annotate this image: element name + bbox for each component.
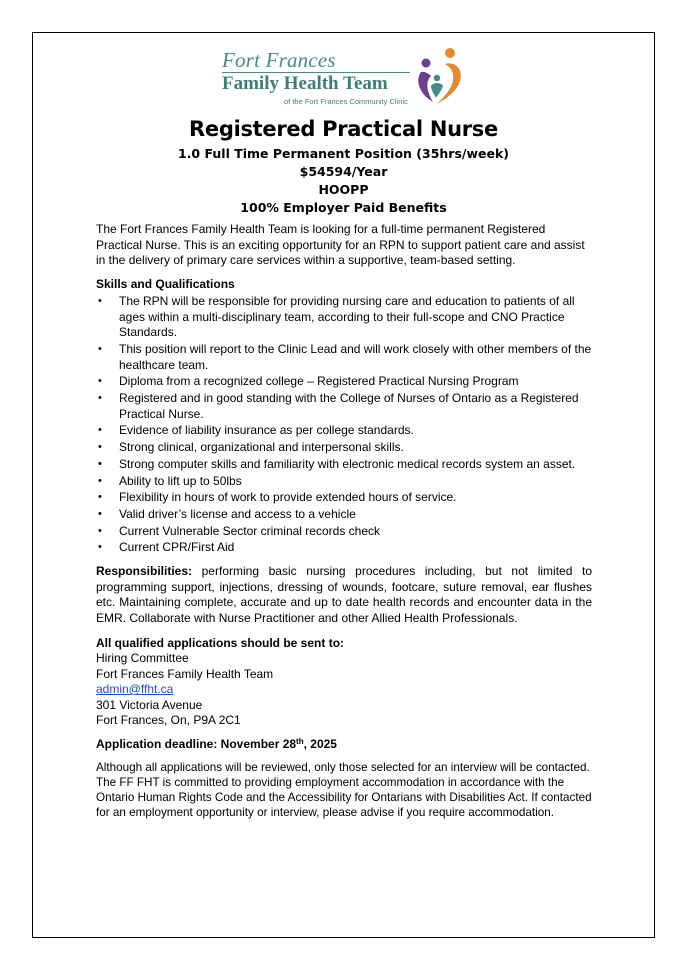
skill-item: • The RPN will be responsible for providing nursing care and education to patients of all ages within a multi-disciplinary team, according to their full-scope and CNO Practice Standards.: [96, 294, 592, 341]
deadline-ordinal: th: [296, 737, 304, 747]
responsibilities-text: performing basic nursing procedures including, but not limited to programming support, injections, dressing of wounds, footcare, suture removal, ear flushes etc. Maintaining complete, accurate and up to date health records and encounter data in the EMR. Collaborate with Nurse Practitioner and other Allied Health Professionals.: [96, 564, 592, 626]
responsibilities-paragraph: [96, 564, 592, 627]
skills-heading: Skills and Qualifications: [96, 277, 235, 292]
skill-item: • Registered and in good standing with the College of Nurses of Ontario as a Registered Practical Nurse.: [96, 391, 592, 422]
posting-body: [96, 222, 592, 820]
logo-line-fort-frances: Fort Frances: [222, 48, 336, 72]
job-title: Registered Practical Nurse: [189, 117, 498, 141]
logo-line-family-health-team: Family Health Team: [222, 73, 388, 94]
skill-item: • Strong computer skills and familiarity with electronic medical records system an asset.: [96, 457, 592, 473]
contact-recipient: Hiring Committee: [96, 651, 189, 666]
contact-street: 301 Victoria Avenue: [96, 697, 203, 712]
skill-item: • Current CPR/First Aid: [96, 540, 592, 556]
family-figures-icon: [415, 46, 467, 108]
organization-logo: [222, 46, 472, 110]
application-deadline: [96, 737, 592, 753]
contact-city: Fort Frances, On, P9A 2C1: [96, 712, 241, 727]
contact-organization: Fort Frances Family Health Team: [96, 666, 274, 681]
skill-item: • This position will report to the Clinic Lead and will work closely with other members of the healthcare team.: [96, 342, 592, 373]
logo-line-community-clinic: of the Fort Frances Community Clinic: [284, 97, 408, 106]
contact-heading: All qualified applications should be sent to:: [96, 635, 345, 650]
salary: $54594/Year: [299, 164, 388, 179]
responsibilities-label: Responsibilities:: [96, 564, 193, 579]
intro-paragraph: The Fort Frances Family Health Team is looking for a full-time permanent Registered Practical Nurse. This is an exciting opportunity for an RPN to support patient care and assist in the delivery of primary care services within a supportive, team-based setting.: [96, 222, 585, 268]
deadline-year: , 2025: [303, 737, 337, 752]
skill-item: • Strong clinical, organizational and interpersonal skills.: [96, 440, 592, 456]
closing-paragraph: Although all applications will be reviewed, only those selected for an interview will be contacted. The FF FHT is committed to providing employment accommodation in accordance with the Ontario Human Rights Code and the Accessibility for Ontarians with Disabilities Act. If contacted for an employment opportunity or interview, please advise if you require accommodation.: [96, 761, 592, 820]
benefits: 100% Employer Paid Benefits: [240, 200, 447, 215]
pension-plan: HOOPP: [318, 182, 369, 197]
deadline-prefix: Application deadline: November 28: [96, 737, 297, 752]
skill-item: • Diploma from a recognized college – Registered Practical Nursing Program: [96, 374, 592, 390]
email-link[interactable]: admin@ffht.ca: [96, 682, 174, 697]
skill-item: • Flexibility in hours of work to provide extended hours of service.: [96, 490, 592, 506]
skill-item: • Valid driver’s license and access to a vehicle: [96, 507, 592, 523]
skill-item: • Current Vulnerable Sector criminal records check: [96, 524, 592, 540]
skill-item: • Evidence of liability insurance as per college standards.: [96, 423, 592, 439]
position-type: 1.0 Full Time Permanent Position (35hrs/week): [177, 146, 510, 161]
contact-block: [96, 636, 592, 728]
skill-item: • Ability to lift up to 50lbs: [96, 474, 592, 490]
skills-list: [96, 294, 592, 556]
